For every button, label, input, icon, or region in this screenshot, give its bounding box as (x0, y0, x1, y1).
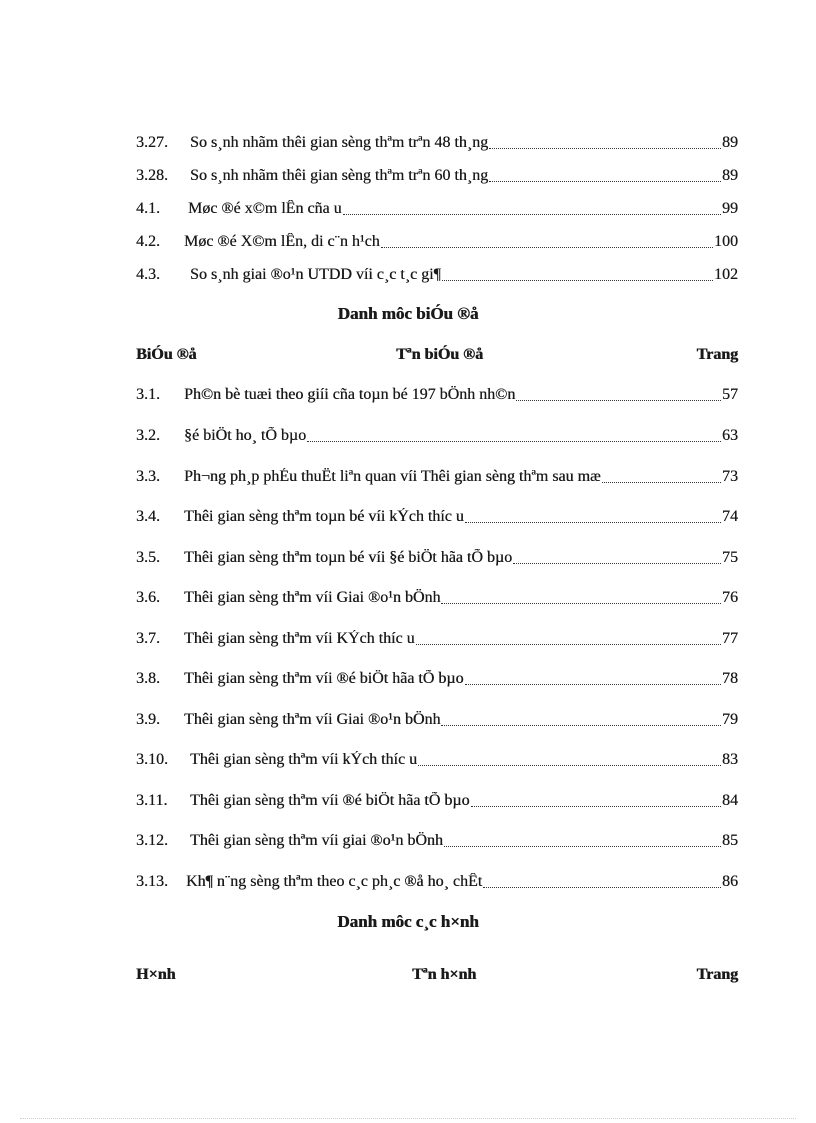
entry-page: 102 (714, 266, 738, 283)
col-header-title: Tªn h×nh (412, 966, 477, 983)
toc-entry (136, 832, 738, 854)
entry-title: Thêi gian sèng thªm toµn bé víi §é biÖt hãa tÕ bµo (184, 549, 513, 566)
dot-leader (442, 268, 713, 281)
entry-title: So s¸nh giai ®o¹n UTDD víi c¸c t¸c gi¶ (190, 266, 441, 283)
entry-title: Thêi gian sèng thªm víi ®é biÖt hãa tÕ bµo (184, 670, 464, 687)
toc-entry (136, 589, 738, 611)
entry-title: So s¸nh nhãm thêi gian sèng thªm trªn 60 th¸ng (190, 167, 489, 184)
entry-page: 84 (722, 792, 738, 809)
entry-title: §é biÖt ho¸ tÕ bµo (184, 427, 307, 444)
entry-page: 63 (722, 427, 738, 444)
toc-entry (136, 792, 738, 814)
entry-page: 78 (722, 670, 738, 687)
entry-number: 3.1. (136, 386, 160, 403)
col-header-number: BiÓu ®å (136, 346, 197, 363)
charts-heading: Danh môc biÓu ®å (337, 304, 479, 323)
entry-number: 4.3. (136, 266, 160, 283)
entry-number: 3.27. (136, 134, 168, 151)
col-header-title: Tªn biÓu ®å (396, 346, 484, 363)
entry-number: 3.2. (136, 427, 160, 444)
dot-leader (444, 834, 721, 847)
entry-page: 86 (722, 873, 738, 890)
toc-entry (136, 134, 738, 156)
dot-leader (489, 169, 721, 182)
toc-entry (136, 200, 738, 222)
entry-page: 89 (722, 167, 738, 184)
entry-title: Møc ®é x©m lÊn cña u (188, 200, 342, 217)
entry-title: Thêi gian sèng thªm víi kÝch thíc u (190, 751, 418, 768)
dot-leader (465, 510, 721, 523)
entry-title: Ph©n bè tuæi theo giíi cña toµn bé 197 bÖnh nh©n (184, 386, 516, 403)
entry-number: 3.5. (136, 549, 160, 566)
entry-title: Ph¬ng ph¸p phÉu thuËt liªn quan víi Thêi gian sèng thªm sau mæ (184, 468, 601, 485)
entry-number: 3.7. (136, 630, 160, 647)
dot-leader (465, 672, 721, 685)
entry-page: 73 (722, 468, 738, 485)
entry-page: 99 (722, 200, 738, 217)
dot-leader (343, 202, 721, 215)
entry-page: 79 (722, 711, 738, 728)
toc-entry (136, 711, 738, 733)
col-header-page: Trang (696, 966, 738, 983)
entry-title: Thêi gian sèng thªm víi giai ®o¹n bÖnh (190, 832, 443, 849)
entry-number: 3.3. (136, 468, 160, 485)
entry-page: 83 (722, 751, 738, 768)
entry-page: 74 (722, 508, 738, 525)
dot-leader (416, 632, 721, 645)
entry-number: 3.12. (136, 832, 168, 849)
dot-leader (483, 875, 721, 888)
entry-page: 57 (722, 386, 738, 403)
entry-page: 77 (722, 630, 738, 647)
dot-leader (441, 713, 721, 726)
toc-entry (136, 427, 738, 449)
dot-leader (381, 235, 713, 248)
entry-number: 3.4. (136, 508, 160, 525)
entry-page: 75 (722, 549, 738, 566)
dot-leader (516, 388, 721, 401)
entry-number: 3.6. (136, 589, 160, 606)
entry-title: Thêi gian sèng thªm toµn bé víi kÝch thíc u (184, 508, 464, 525)
entry-page: 100 (714, 233, 738, 250)
entry-page: 76 (722, 589, 738, 606)
dot-leader (307, 429, 721, 442)
dot-leader (602, 470, 721, 483)
entry-title: So s¸nh nhãm thêi gian sèng thªm trªn 48 th¸ng (190, 134, 489, 151)
dot-leader (489, 136, 721, 149)
col-header-number: H×nh (136, 966, 176, 983)
entry-title: Thêi gian sèng thªm víi Giai ®o¹n bÖnh (184, 589, 441, 606)
toc-entry (136, 266, 738, 288)
dot-leader (513, 551, 721, 564)
entry-number: 4.2. (136, 233, 160, 250)
toc-entry (136, 873, 738, 895)
entry-title: Kh¶ n¨ng sèng thªm theo c¸c ph¸c ®å ho¸ chÊt (186, 873, 483, 890)
entry-number: 3.8. (136, 670, 160, 687)
dot-leader (471, 794, 721, 807)
entry-number: 3.28. (136, 167, 168, 184)
toc-entry (136, 670, 738, 692)
toc-entry (136, 468, 738, 490)
entry-title: Thêi gian sèng thªm víi ®é biÖt hãa tÕ bµo (190, 792, 470, 809)
entry-title: Thêi gian sèng thªm víi Giai ®o¹n bÖnh (184, 711, 441, 728)
dot-leader (418, 753, 721, 766)
charts-column-headers (136, 346, 738, 368)
toc-entry (136, 751, 738, 773)
toc-entry (136, 508, 738, 530)
page-bottom-border (20, 1118, 796, 1119)
toc-entry (136, 233, 738, 255)
toc-entry (136, 630, 738, 652)
entry-page: 85 (722, 832, 738, 849)
toc-entry (136, 386, 738, 408)
entry-number: 3.10. (136, 751, 168, 768)
dot-leader (441, 591, 721, 604)
entry-number: 3.11. (136, 792, 168, 809)
entry-title: Thêi gian sèng thªm víi KÝch thíc u (184, 630, 415, 647)
entry-number: 3.9. (136, 711, 160, 728)
figures-heading: Danh môc c¸c h×nh (337, 912, 479, 931)
entry-number: 4.1. (136, 200, 160, 217)
toc-entry (136, 549, 738, 571)
col-header-page: Trang (696, 346, 738, 363)
entry-number: 3.13. (136, 873, 168, 890)
figures-column-headers (136, 966, 738, 988)
toc-entry (136, 167, 738, 189)
entry-page: 89 (722, 134, 738, 151)
entry-title: Møc ®é X©m lÊn, di c¨n h¹ch (184, 233, 380, 250)
